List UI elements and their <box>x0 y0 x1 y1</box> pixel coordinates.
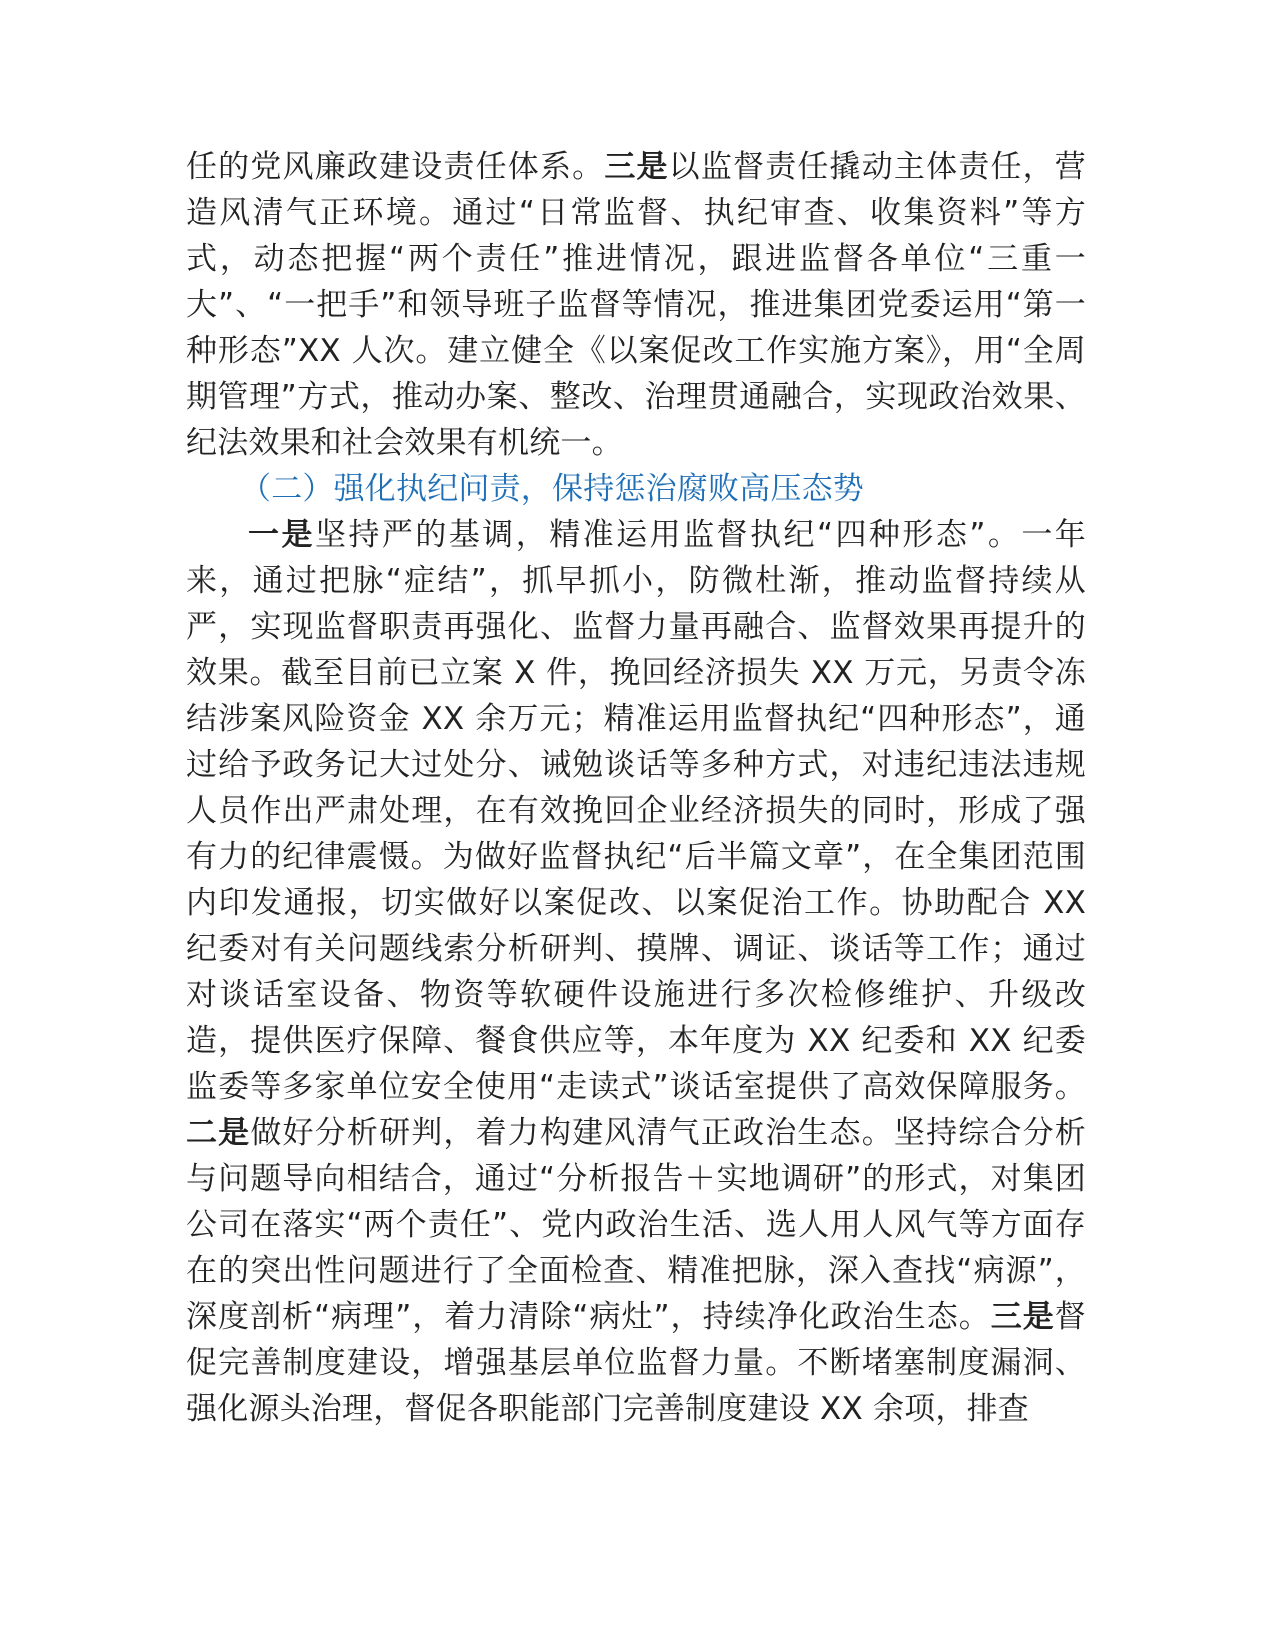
paragraph-discipline-enforcement <box>186 512 1086 1432</box>
ordinal-marker: 三是 <box>990 1299 1055 1335</box>
paragraph-text: 坚持严的基调，精准运用监督执纪“四种形态”。一年来，通过把脉“症结”，抓早抓小，防微杜渐，推动监督持续从严，实现监督职责再强化、监督力量再融合、监督效果再提升的效果。截至目前已立案 X 件，挽回经济损失 XX 万元，另责令冻结涉案风险资金 XX 余万元；精准运用监督执纪“四种形态”，通过给予政务记大过处分、诫勉谈话等多种方式，对违纪违法违规人员作出严肃处理，在有效挽回企业经济损失的同时，形成了强有力的纪律震慑。为做好监督执纪“后半篇文章”，在全集团范围内印发通报，切实做好以案促改、以案促治工作。协助配合 XX 纪委对有关问题线索分析研判、摸牌、调证、谈话等工作；通过对谈话室设备、物资等软硬件设施进行多次检修维护、升级改造，提供医疗保障、餐食供应等，本年度为 XX 纪委和 XX 纪委监委等多家单位安全使用“走读式”谈话室提供了高效保障服务。 <box>186 517 1086 1105</box>
paragraph-text: 以监督责任撬动主体责任，营造风清气正环境。通过“日常监督、执纪审查、收集资料”等方式，动态把握“两个责任”推进情况，跟进监督各单位“三重一大”、“一把手”和领导班子监督等情况，推进集团党委运用“第一种形态”XX 人次。建立健全《以案促改工作实施方案》，用“全周期管理”方式，推动办案、整改、治理贯通融合，实现政治效果、纪法效果和社会效果有机统一。 <box>186 149 1086 461</box>
paragraph-text: 任的党风廉政建设责任体系。 <box>186 149 605 185</box>
paragraph-supervision-responsibility <box>186 144 1086 466</box>
paragraph-text: 做好分析研判，着力构建风清气正政治生态。坚持综合分析与问题导向相结合，通过“分析报告＋实地调研”的形式，对集团公司在落实“两个责任”、党内政治生活、选人用人风气等方面存在的突出性问题进行了全面检查、精准把脉，深入查找“病源”，深度剖析“病理”，着力清除“病灶”，持续净化政治生态。 <box>186 1115 1086 1335</box>
section-heading: （二）强化执纪问责，保持惩治腐败高压态势 <box>240 471 864 507</box>
ordinal-marker: 一是 <box>248 517 315 553</box>
document-body <box>186 144 1086 1432</box>
ordinal-marker: 二是 <box>186 1115 251 1151</box>
paragraph-text: 督促完善制度建设，增强基层单位监督力量。不断堵塞制度漏洞、强化源头治理，督促各职能部门完善制度建设 XX 余项，排查 <box>186 1299 1086 1427</box>
ordinal-marker: 三是 <box>604 149 669 185</box>
